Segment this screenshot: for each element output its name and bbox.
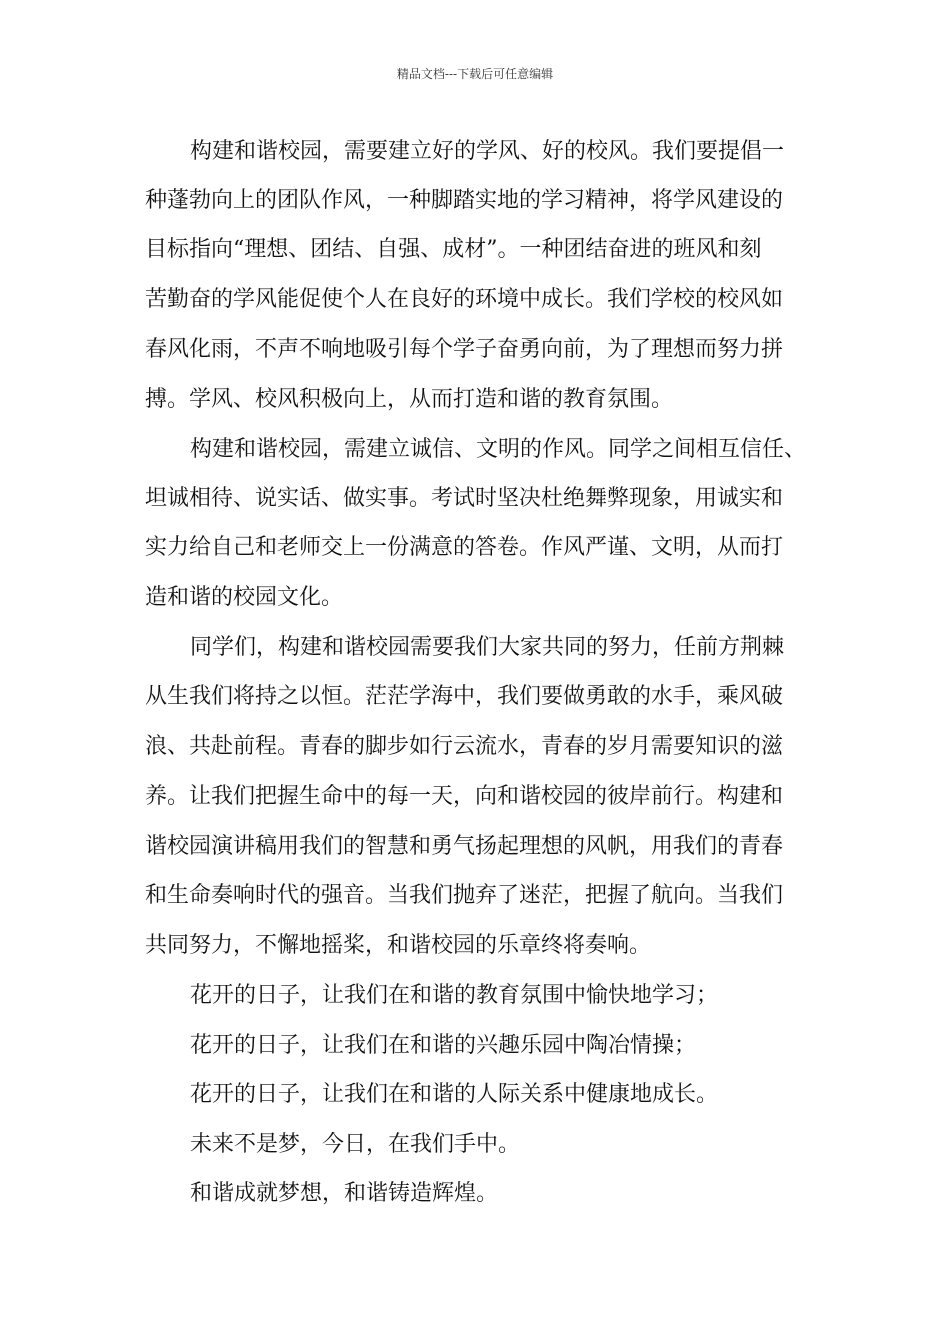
text-line: 目标指向“理想、团结、自强、成材”。一种团结奋进的班风和刻 <box>145 237 762 262</box>
text-line: 同学们，构建和谐校园需要我们大家共同的努力，任前方荆棘 <box>190 635 785 660</box>
text-line: 搏。学风、校风积极向上，从而打造和谐的教育氛围。 <box>145 387 674 412</box>
text-line: 坦诚相待、说实话、做实事。考试时坚决杜绝舞弊现象，用诚实和 <box>145 486 784 511</box>
text-line: 构建和谐校园，需建立诚信、文明的作风。同学之间相互信任、 <box>190 437 807 462</box>
text-line: 谐校园演讲稿用我们的智慧和勇气扬起理想的风帆，用我们的青春 <box>145 834 784 859</box>
text-line: 从生我们将持之以恒。茫茫学海中，我们要做勇敢的水手，乘风破 <box>145 684 784 709</box>
text-line: 实力给自己和老师交上一份满意的答卷。作风严谨、文明，从而打 <box>145 535 784 560</box>
text-line: 未来不是梦，今日，在我们手中。 <box>190 1132 521 1157</box>
text-line: 养。让我们把握生命中的每一天，向和谐校园的彼岸前行。构建和 <box>145 784 784 809</box>
text-line: 种蓬勃向上的团队作风，一种脚踏实地的学习精神，将学风建设的 <box>145 188 784 213</box>
text-line: 和生命奏响时代的强音。当我们抛弃了迷茫，把握了航向。当我们 <box>145 883 784 908</box>
text-line: 花开的日子，让我们在和谐的兴趣乐园中陶冶情操； <box>190 1033 697 1058</box>
text-line: 造和谐的校园文化。 <box>145 585 344 610</box>
text-line: 苦勤奋的学风能促使个人在良好的环境中成长。我们学校的校风如 <box>145 287 784 312</box>
text-line: 花开的日子，让我们在和谐的教育氛围中愉快地学习； <box>190 983 719 1008</box>
text-line: 共同努力，不懈地摇桨，和谐校园的乐章终将奏响。 <box>145 933 652 958</box>
text-line: 构建和谐校园，需要建立好的学风、好的校风。我们要提倡一 <box>190 139 785 164</box>
text-line: 花开的日子，让我们在和谐的人际关系中健康地成长。 <box>190 1082 719 1107</box>
text-line: 春风化雨，不声不响地吸引每个学子奋勇向前，为了理想而努力拼 <box>145 337 784 362</box>
text-line: 和谐成就梦想，和谐铸造辉煌。 <box>190 1181 499 1206</box>
page-header: 精品文档---下载后可任意编辑 <box>396 67 554 81</box>
text-line: 浪、共赴前程。青春的脚步如行云流水，青春的岁月需要知识的滋 <box>145 734 784 759</box>
